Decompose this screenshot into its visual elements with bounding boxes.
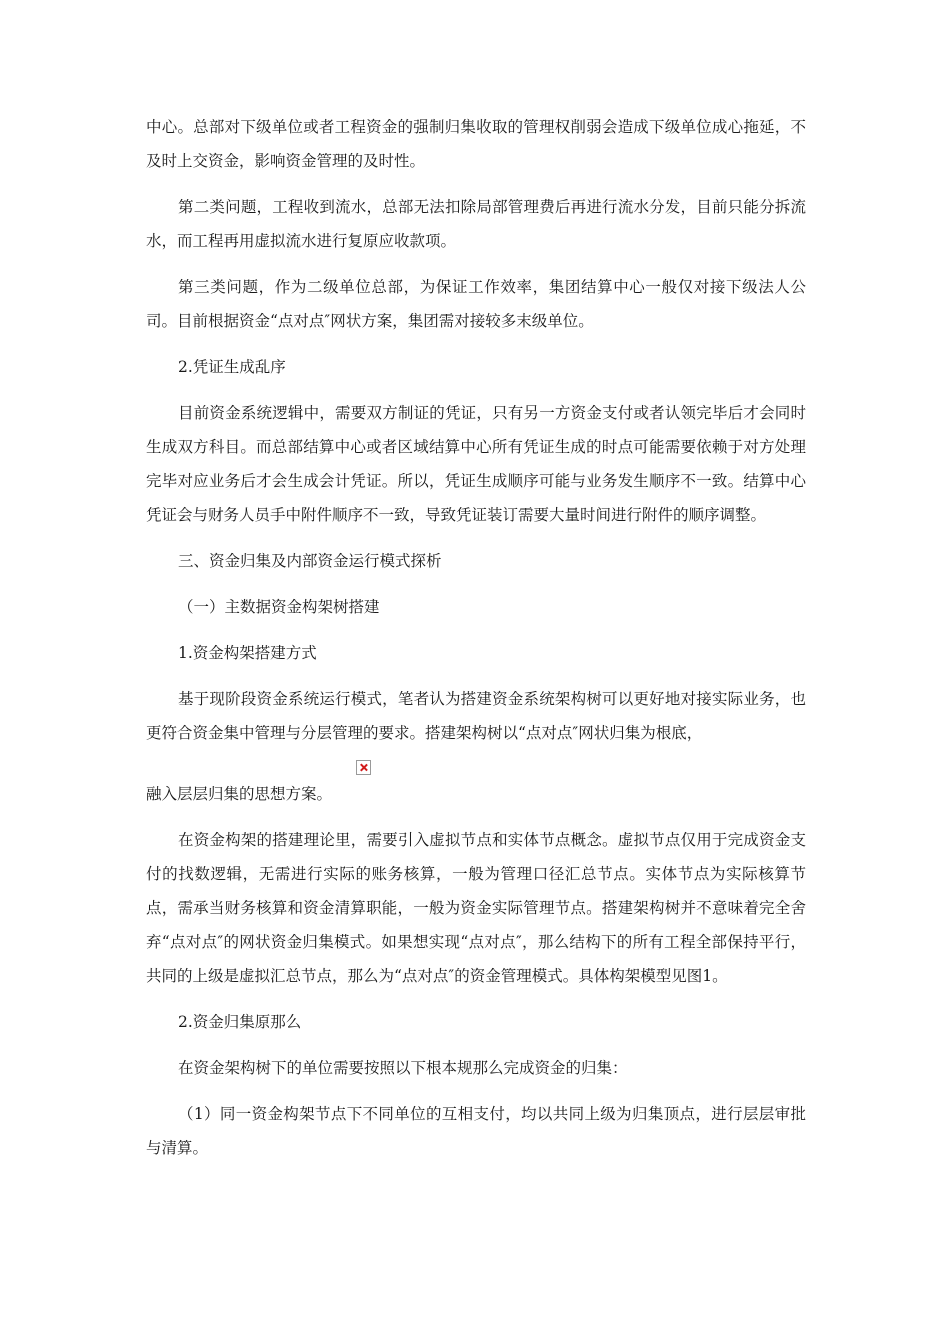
heading-section-three: 三、资金归集及内部资金运行模式探析 (178, 552, 442, 570)
heading-voucher-disorder: 2.凭证生成乱序 (178, 358, 286, 376)
document-page (146, 110, 806, 1177)
paragraph-third-issue: 第三类问题，作为二级单位总部，为保证工作效率，集团结算中心一般仅对接下级法人公司。目前根据资金“点对点″网状方案，集团需对接较多末级单位。 (146, 278, 806, 330)
broken-image-icon (356, 760, 371, 775)
heading-collection-principles: 2.资金归集原那么 (178, 1013, 302, 1031)
heading-master-data-tree: （一）主数据资金构架树搭建 (178, 598, 380, 616)
paragraph-continuation: 中心。总部对下级单位或者工程资金的强制归集收取的管理权削弱会造成下级单位成心拖延，不及时上交资金，影响资金管理的及时性。 (146, 118, 806, 170)
paragraph-rule-one: （1）同一资金构架节点下不同单位的互相支付，均以共同上级为归集顶点，进行层层审批与清算。 (146, 1105, 806, 1157)
paragraph-voucher-logic: 目前资金系统逻辑中，需要双方制证的凭证，只有另一方资金支付或者认领完毕后才会同时生成双方科目。而总部结算中心或者区域结算中心所有凭证生成的时点可能需要依赖于对方处理完毕对应业务后才会生成会计凭证。所以，凭证生成顺序可能与业务发生顺序不一致。结算中心凭证会与财务人员手中附件顺序不一致，导致凭证装订需要大量时间进行附件的顺序调整。 (146, 404, 806, 524)
paragraph-collection-rules: 在资金架构树下的单位需要按照以下根本规那么完成资金的归集： (178, 1059, 628, 1077)
paragraph-node-concepts: 在资金构架的搭建理论里，需要引入虚拟节点和实体节点概念。虚拟节点仅用于完成资金支付的找数逻辑，无需进行实际的账务核算，一般为管理口径汇总节点。实体节点为实际核算节点，需承当财务核算和资金清算职能，一般为资金实际管理节点。搭建架构树并不意味着完全舍弃“点对点″的网状资金归集模式。如果想实现“点对点″，那么结构下的所有工程全部保持平行，共同的上级是虚拟汇总节点，那么为“点对点″的资金管理模式。具体构架模型见图1。 (146, 831, 806, 985)
paragraph-framework-basis: 基于现阶段资金系统运行模式，笔者认为搭建资金系统架构树可以更好地对接实际业务，也更符合资金集中管理与分层管理的要求。搭建架构树以“点对点″网状归集为根底， (146, 690, 806, 742)
paragraph-second-issue: 第二类问题，工程收到流水，总部无法扣除局部管理费后再进行流水分发，目前只能分拆流水，而工程再用虚拟流水进行复原应收款项。 (146, 198, 806, 250)
paragraph-layered-scheme: 融入层层归集的思想方案。 (146, 785, 333, 803)
heading-framework-method: 1.资金构架搭建方式 (178, 644, 317, 662)
